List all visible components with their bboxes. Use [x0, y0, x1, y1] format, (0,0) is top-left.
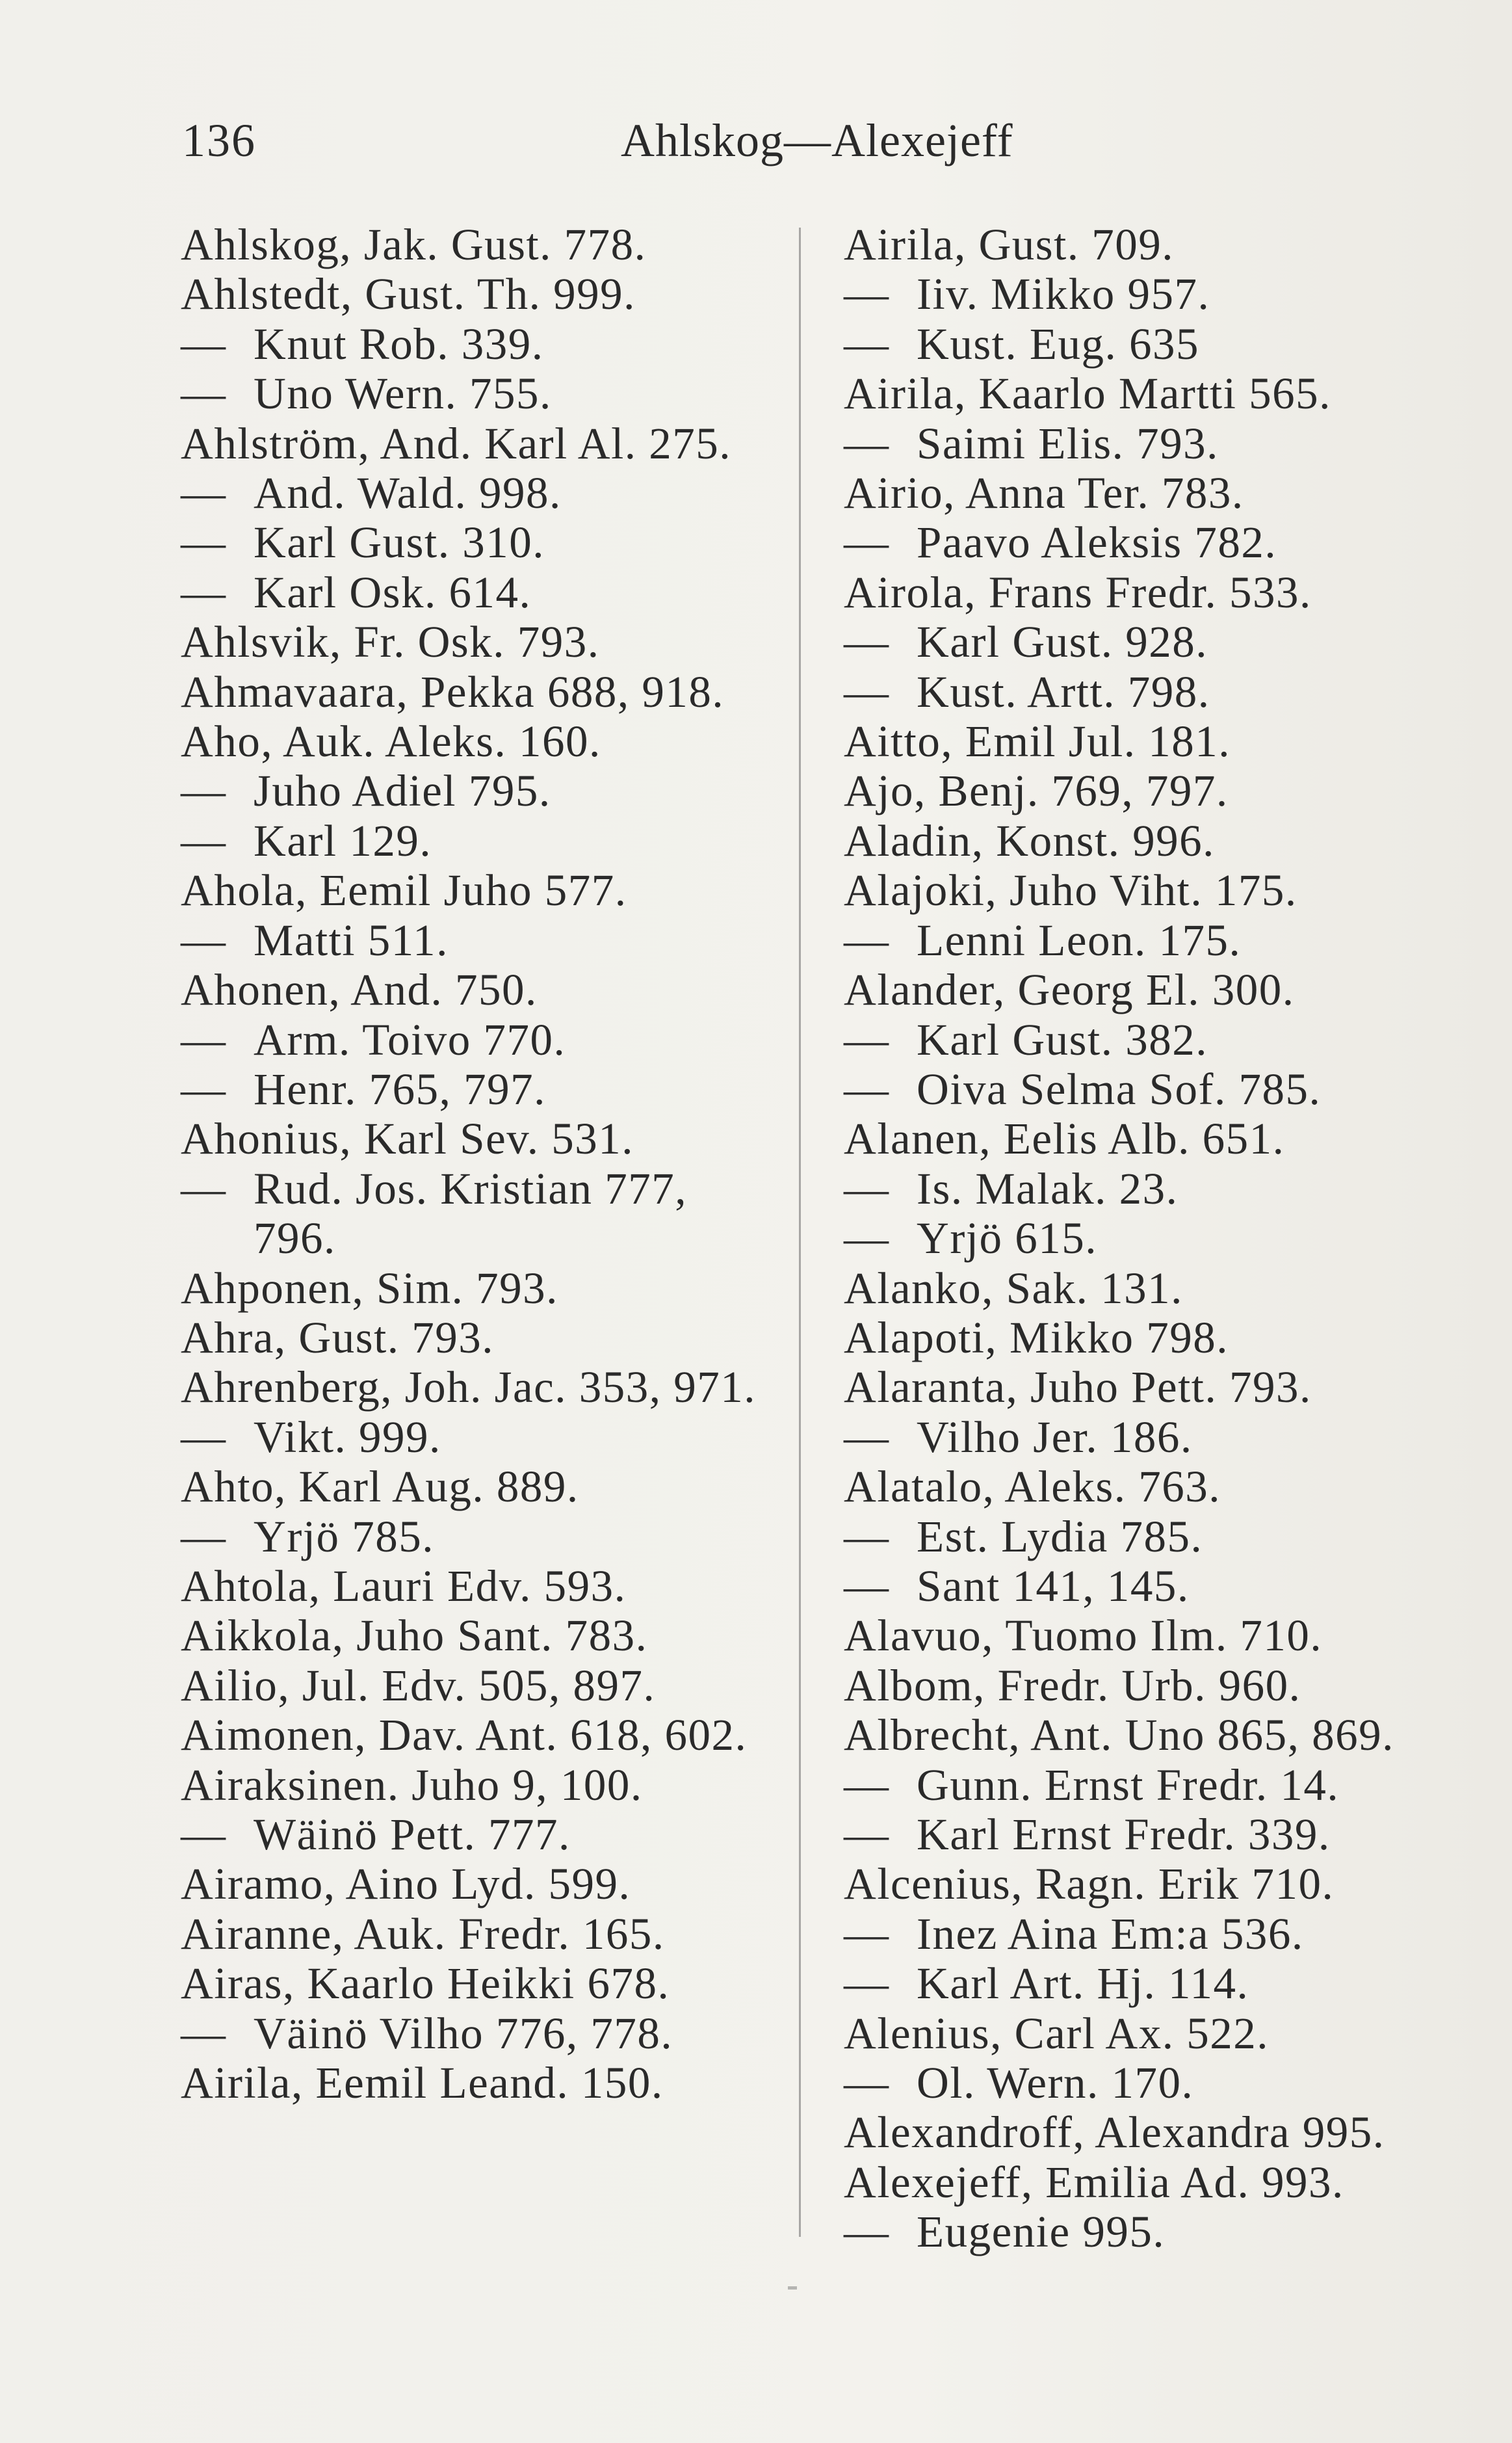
entry-text: Alanko, Sak. 131.: [844, 1263, 1183, 1313]
right-column: [844, 220, 1442, 2257]
ditto-dash: —: [844, 418, 890, 468]
index-entry: [844, 766, 1442, 815]
ditto-dash: —: [844, 1959, 890, 2009]
index-entry: [844, 617, 1442, 667]
ditto-dash: —: [181, 319, 227, 369]
column-divider: [799, 228, 801, 2237]
entry-text: Airamo, Aino Lyd. 599.: [181, 1859, 631, 1909]
entry-text: Ahonius, Karl Sev. 531.: [181, 1114, 634, 1164]
entry-text: Ahto, Karl Aug. 889.: [181, 1462, 579, 1512]
index-entry: [181, 1362, 779, 1412]
index-entry: [844, 667, 1442, 717]
entry-text: Ahlskog, Jak. Gust. 778.: [181, 220, 647, 269]
entry-text: Airaksinen. Juho 9, 100.: [181, 1760, 643, 1810]
entry-text: Aimonen, Dav. Ant. 618, 602.: [181, 1710, 748, 1760]
ditto-dash: —: [181, 766, 227, 816]
entry-text: Henr. 765, 797.: [254, 1064, 546, 1114]
index-entry: [181, 1412, 779, 1462]
entry-text: Ahlstedt, Gust. Th. 999.: [181, 269, 636, 319]
entry-text: Karl Ernst Fredr. 339.: [917, 1810, 1331, 1859]
entry-text: Karl Gust. 928.: [917, 617, 1208, 667]
ditto-dash: —: [844, 1064, 890, 1114]
entry-text: Albom, Fredr. Urb. 960.: [844, 1660, 1301, 1710]
ditto-dash: —: [844, 2207, 890, 2257]
entry-text: Airila, Eemil Leand. 150.: [181, 2058, 664, 2108]
index-entry: [844, 2207, 1442, 2256]
entry-text: Karl Osk. 614.: [254, 567, 532, 617]
index-entry: [181, 369, 779, 418]
entry-text: Airanne, Auk. Fredr. 165.: [181, 1908, 665, 1959]
entry-text: Aho, Auk. Aleks. 160.: [181, 717, 601, 767]
index-entry: [844, 1561, 1442, 1611]
index-entry: [844, 2158, 1442, 2207]
entry-text: Iiv. Mikko 957.: [917, 269, 1210, 319]
entry-text: Aladin, Konst. 996.: [844, 815, 1215, 865]
ditto-dash: —: [181, 1810, 227, 1859]
index-entry: [181, 865, 779, 915]
entry-text: Kust. Eug. 635: [917, 319, 1199, 369]
left-column: [181, 220, 779, 2107]
index-entry: [844, 419, 1442, 468]
entry-text: Yrjö 615.: [917, 1213, 1097, 1263]
index-entry: [844, 1909, 1442, 1959]
index-entry: [181, 766, 779, 815]
index-entry: [844, 2107, 1442, 2157]
index-entry: [844, 1412, 1442, 1462]
ditto-dash: —: [181, 815, 227, 865]
entry-text: Karl Gust. 382.: [917, 1014, 1208, 1064]
index-entry: [181, 717, 779, 766]
ditto-dash: —: [844, 1810, 890, 1859]
ditto-dash: —: [844, 667, 890, 717]
index-entry: [844, 916, 1442, 965]
entry-text: Ahrenberg, Joh. Jac. 353, 971.: [181, 1362, 756, 1412]
ditto-dash: —: [844, 1213, 890, 1263]
bottom-rule-mark: [788, 2286, 797, 2290]
entry-text: Airila, Gust. 709.: [844, 220, 1175, 269]
entry-text: Ol. Wern. 170.: [917, 2058, 1194, 2108]
entry-text: Is. Malak. 23.: [917, 1163, 1179, 1213]
index-entry: [844, 1462, 1442, 1511]
entry-text: Alatalo, Aleks. 763.: [844, 1462, 1221, 1512]
index-entry: [181, 1561, 779, 1611]
entry-text: Sant 141, 145.: [917, 1561, 1190, 1611]
entry-text: Albrecht, Ant. Uno 865, 869.: [844, 1710, 1394, 1760]
ditto-dash: —: [844, 1908, 890, 1959]
entry-text: Gunn. Ernst Fredr. 14.: [917, 1760, 1340, 1810]
entry-text: Alcenius, Ragn. Erik 710.: [844, 1859, 1335, 1909]
index-entry: [181, 1114, 779, 1163]
ditto-dash: —: [844, 1014, 890, 1064]
entry-text: Vilho Jer. 186.: [917, 1412, 1193, 1462]
entry-text: Karl Gust. 310.: [254, 518, 545, 568]
index-entry: [844, 1114, 1442, 1163]
entry-text: Ajo, Benj. 769, 797.: [844, 766, 1229, 816]
index-entry: [181, 419, 779, 468]
entry-text: Aitto, Emil Jul. 181.: [844, 717, 1231, 767]
entry-text: Ahra, Gust. 793.: [181, 1312, 495, 1362]
index-entry: [844, 1015, 1442, 1064]
ditto-dash: —: [181, 1163, 227, 1213]
entry-text: Aikkola, Juho Sant. 783.: [181, 1611, 648, 1661]
entry-text: Ahola, Eemil Juho 577.: [181, 865, 627, 916]
ditto-dash: —: [181, 1412, 227, 1462]
entry-text: Ahonen, And. 750.: [181, 965, 538, 1015]
index-entry: [181, 1164, 779, 1263]
entry-text: Vikt. 999.: [254, 1412, 441, 1462]
index-entry: [181, 1462, 779, 1511]
ditto-dash: —: [181, 567, 227, 617]
entry-text: Airila, Kaarlo Martti 565.: [844, 369, 1331, 419]
entry-text: Paavo Aleksis 782.: [917, 518, 1277, 568]
index-entry: [181, 617, 779, 667]
index-entry: [181, 269, 779, 319]
entry-text: Ailio, Jul. Edv. 505, 897.: [181, 1660, 656, 1710]
index-entry: [844, 568, 1442, 617]
entry-text: Karl Art. Hj. 114.: [917, 1959, 1249, 2009]
entry-text: Alavuo, Tuomo Ilm. 710.: [844, 1611, 1323, 1661]
index-entry: [181, 1710, 779, 1760]
index-entry: [181, 1661, 779, 1710]
index-entry: [181, 1959, 779, 2008]
entry-text: Ahtola, Lauri Edv. 593.: [181, 1561, 627, 1611]
page-number: 136: [182, 114, 256, 166]
index-entry: [844, 1661, 1442, 1710]
index-entry: [181, 1064, 779, 1114]
entry-text: Alexandroff, Alexandra 995.: [844, 2107, 1385, 2158]
index-entry: [181, 2058, 779, 2107]
entry-text: Arm. Toivo 770.: [254, 1014, 566, 1064]
ditto-dash: —: [844, 269, 890, 319]
entry-text: Ahmavaara, Pekka 688, 918.: [181, 667, 725, 717]
index-entry: [844, 1164, 1442, 1213]
entry-text: Oiva Selma Sof. 785.: [917, 1064, 1322, 1114]
entry-text: Lenni Leon. 175.: [917, 915, 1242, 965]
index-entry: [844, 1760, 1442, 1810]
entry-text: Wäinö Pett. 777.: [254, 1810, 571, 1859]
index-entry: [844, 518, 1442, 567]
index-entry: [844, 1859, 1442, 1908]
entry-text: Karl 129.: [254, 815, 432, 865]
ditto-dash: —: [844, 617, 890, 667]
entry-text: Eugenie 995.: [917, 2207, 1166, 2257]
index-entry: [181, 1263, 779, 1313]
index-entry: [844, 2058, 1442, 2107]
index-entry: [844, 2009, 1442, 2058]
index-entry: [181, 1909, 779, 1959]
index-entry: [844, 1810, 1442, 1859]
index-entry: [181, 1015, 779, 1064]
entry-text: Alajoki, Juho Viht. 175.: [844, 865, 1297, 916]
ditto-dash: —: [844, 1760, 890, 1810]
index-entry: [844, 1313, 1442, 1362]
index-entry: [181, 1313, 779, 1362]
entry-text: Inez Aina Em:a 536.: [917, 1908, 1304, 1959]
index-entry: [181, 1760, 779, 1810]
index-entry: [844, 965, 1442, 1014]
ditto-dash: —: [844, 1163, 890, 1213]
ditto-dash: —: [181, 915, 227, 965]
entry-text: Saimi Elis. 793.: [917, 418, 1219, 468]
entry-text: Kust. Artt. 798.: [917, 667, 1210, 717]
ditto-dash: —: [181, 468, 227, 518]
ditto-dash: —: [181, 1511, 227, 1561]
entry-text: Alexejeff, Emilia Ad. 993.: [844, 2157, 1344, 2207]
entry-text: Alanen, Eelis Alb. 651.: [844, 1114, 1285, 1164]
index-entry: [181, 816, 779, 865]
entry-text: Väinö Vilho 776, 778.: [254, 2008, 673, 2058]
index-entry: [181, 2009, 779, 2058]
index-entry: [844, 1512, 1442, 1561]
ditto-dash: —: [844, 319, 890, 369]
index-entry: [844, 1710, 1442, 1760]
entry-text: Knut Rob. 339.: [254, 319, 544, 369]
index-entry: [844, 369, 1442, 418]
ditto-dash: —: [844, 1412, 890, 1462]
running-head: Ahlskog—Alexejeff: [621, 114, 1013, 166]
index-entry: [181, 518, 779, 567]
ditto-dash: —: [844, 1511, 890, 1561]
index-entry: [181, 1611, 779, 1660]
entry-text: Matti 511.: [254, 915, 449, 965]
index-entry: [181, 1859, 779, 1908]
ditto-dash: —: [181, 1014, 227, 1064]
ditto-dash: —: [181, 518, 227, 568]
entry-text: Airola, Frans Fredr. 533.: [844, 567, 1312, 617]
ditto-dash: —: [181, 1064, 227, 1114]
index-entry: [844, 865, 1442, 915]
ditto-dash: —: [844, 2058, 890, 2108]
entry-text: Alenius, Carl Ax. 522.: [844, 2008, 1269, 2058]
index-entry: [181, 667, 779, 717]
entry-text: Ahlström, And. Karl Al. 275.: [181, 418, 731, 468]
index-entry: [844, 1959, 1442, 2008]
entry-text: Uno Wern. 755.: [254, 369, 552, 419]
ditto-dash: —: [844, 518, 890, 568]
index-entry: [844, 319, 1442, 369]
index-entry: [181, 916, 779, 965]
ditto-dash: —: [844, 915, 890, 965]
entry-text: Ahponen, Sim. 793.: [181, 1263, 558, 1313]
entry-text: Ahlsvik, Fr. Osk. 793.: [181, 617, 600, 667]
entry-text: Yrjö 785.: [254, 1511, 434, 1561]
ditto-dash: —: [181, 369, 227, 419]
entry-text: Airas, Kaarlo Heikki 678.: [181, 1959, 670, 2009]
entry-text: Juho Adiel 795.: [254, 766, 551, 816]
entry-text: Alander, Georg El. 300.: [844, 965, 1295, 1015]
index-entry: [844, 220, 1442, 269]
index-entry: [844, 1064, 1442, 1114]
index-entry: [844, 1362, 1442, 1412]
entry-text: Rud. Jos. Kristian 777, 796.: [254, 1163, 688, 1263]
index-entry: [844, 468, 1442, 518]
index-entry: [844, 1213, 1442, 1263]
index-entry: [844, 1611, 1442, 1660]
index-entry: [181, 1512, 779, 1561]
index-entry: [181, 220, 779, 269]
index-entry: [181, 965, 779, 1014]
entry-text: Alaranta, Juho Pett. 793.: [844, 1362, 1312, 1412]
index-entry: [181, 1810, 779, 1859]
index-entry: [844, 816, 1442, 865]
index-entry: [181, 468, 779, 518]
index-entry: [844, 269, 1442, 319]
ditto-dash: —: [844, 1561, 890, 1611]
entry-text: Alapoti, Mikko 798.: [844, 1312, 1229, 1362]
index-entry: [181, 568, 779, 617]
entry-text: Airio, Anna Ter. 783.: [844, 468, 1244, 518]
index-entry: [181, 319, 779, 369]
index-entry: [844, 1263, 1442, 1313]
ditto-dash: —: [181, 2008, 227, 2058]
entry-text: And. Wald. 998.: [254, 468, 562, 518]
entry-text: Est. Lydia 785.: [917, 1511, 1203, 1561]
index-entry: [844, 717, 1442, 766]
